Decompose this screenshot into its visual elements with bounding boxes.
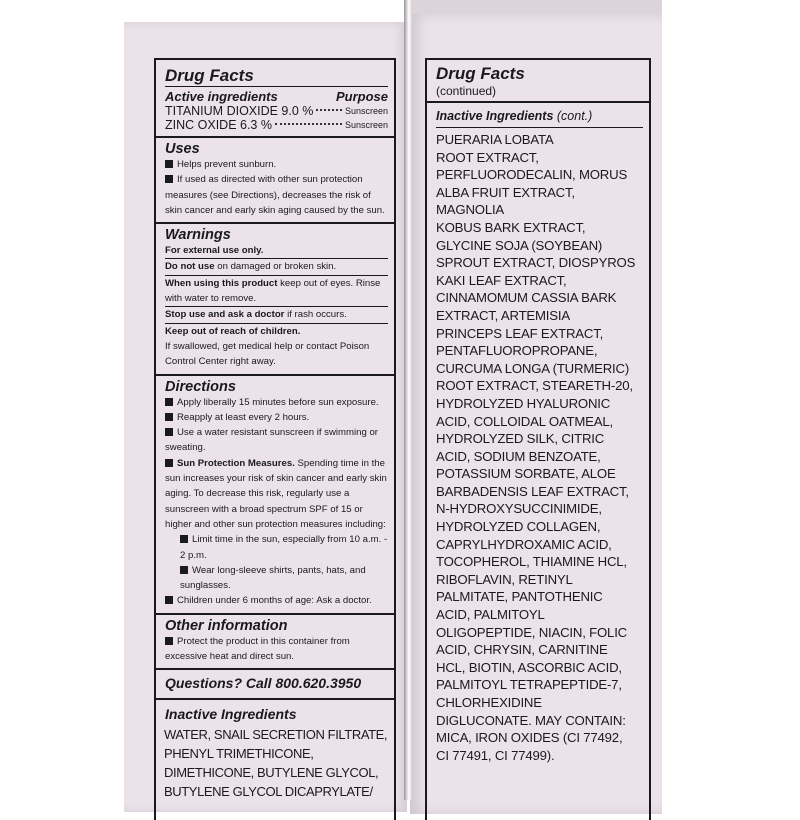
bullet-icon bbox=[165, 428, 173, 436]
sun-protection-sub-item: Limit time in the sun, especially from 10 a.m. - 2 p.m. bbox=[180, 534, 388, 561]
ingredient-line: PALMITOYL TETRAPEPTIDE-7, bbox=[436, 677, 622, 693]
drug-facts-title: Drug Facts bbox=[165, 66, 254, 85]
continued-label: (continued) bbox=[436, 84, 497, 98]
active-ingredient-purpose: Sunscreen bbox=[344, 106, 388, 116]
bullet-icon bbox=[165, 175, 173, 183]
warning-when-using: When using this product keep out of eyes. Rinse with water to remove. bbox=[165, 277, 381, 305]
bullet-icon bbox=[165, 160, 173, 168]
ingredient-line: KAKI LEAF EXTRACT, bbox=[436, 272, 567, 288]
active-ingredient-purpose: Sunscreen bbox=[344, 120, 388, 130]
active-ingredient-name: ZINC OXIDE 6.3 % bbox=[165, 118, 272, 132]
ingredient-line: PENTAFLUOROPROPANE, bbox=[436, 343, 598, 359]
ingredient-line: N-HYDROXYSUCCINIMIDE, bbox=[436, 501, 602, 517]
ingredient-line: HCL, BIOTIN, ASCORBIC ACID, bbox=[436, 659, 622, 675]
inactive-ingredients-list bbox=[156, 722, 394, 801]
ingredient-line: CURCUMA LONGA (TURMERIC) bbox=[436, 360, 630, 376]
other-information-text: Protect the product in this container from excessive heat and direct sun. bbox=[165, 635, 350, 663]
ingredient-line: HYDROLYZED SILK, CITRIC bbox=[436, 431, 605, 447]
ingredient-line: ACID, COLLOIDAL OATMEAL, bbox=[436, 413, 613, 429]
inactive-ingredients-heading: Inactive Ingredients bbox=[165, 706, 297, 723]
bullet-icon bbox=[165, 398, 173, 406]
warning-stop-use: Stop use and ask a doctor if rash occurs. bbox=[165, 309, 347, 321]
ingredient-line: ACID, PALMITOYL bbox=[436, 607, 545, 623]
bullet-icon bbox=[165, 637, 173, 645]
ingredient-line: CI 77491, CI 77499). bbox=[436, 747, 555, 763]
questions-line: Questions? Call 800.620.3950 bbox=[165, 675, 362, 692]
ingredient-line: CHLORHEXIDINE bbox=[436, 695, 542, 710]
ingredient-line: EXTRACT, ARTEMISIA bbox=[436, 307, 570, 323]
directions-item: Apply liberally 15 minutes before sun exposure. bbox=[156, 395, 394, 410]
uses-item: Helps prevent sunburn. bbox=[156, 157, 394, 172]
drug-facts-panel-left bbox=[154, 58, 396, 820]
ingredient-line: KOBUS BARK EXTRACT, bbox=[436, 219, 586, 235]
uses-heading: Uses bbox=[165, 141, 200, 157]
sun-protection-measures: Sun Protection Measures. Spending time in the sun increases your risk of skin cancer and early skin aging. To decrease this risk, regularly use a sunscreen with a broad spectrum SPF of 15 or higher and other sun protection measures including: bbox=[165, 457, 387, 530]
warning-if-swallowed: If swallowed, get medical help or contact Poison Control Center right away. bbox=[165, 340, 370, 368]
directions-item: Use a water resistant sunscreen if swimming or sweating. bbox=[165, 427, 379, 454]
drug-facts-title: Drug Facts bbox=[436, 64, 525, 83]
drug-facts-panel-right bbox=[425, 58, 651, 820]
inactive-ingredients-list bbox=[427, 128, 649, 764]
ingredient-line: ROOT EXTRACT, STEARETH-20, bbox=[436, 378, 633, 394]
directions-heading: Directions bbox=[165, 378, 236, 395]
ingredient-line: BARBADENSIS LEAF EXTRACT, bbox=[436, 483, 629, 499]
warning-do-not-use: Do not use on damaged or broken skin. bbox=[165, 261, 337, 273]
active-ingredient-row bbox=[156, 118, 394, 132]
ingredient-line: BUTYLENE GLYCOL DICAPRYLATE/ bbox=[164, 784, 373, 800]
carton-fold-edge bbox=[404, 0, 412, 800]
ingredient-line: ALBA FRUIT EXTRACT, MAGNOLIA bbox=[436, 184, 575, 218]
inactive-ingredients-heading: Inactive Ingredients (cont.) bbox=[436, 109, 593, 123]
ingredient-line: SPROUT EXTRACT, DIOSPYROS bbox=[436, 255, 636, 271]
ingredient-line: HYDROLYZED HYALURONIC bbox=[436, 395, 611, 411]
bullet-icon bbox=[165, 459, 173, 467]
other-information-heading: Other information bbox=[165, 617, 288, 634]
uses-item: If used as directed with other sun protection measures (see Directions), decreases the risk of skin cancer and early skin aging caused by the sun. bbox=[165, 174, 385, 216]
ingredient-line: ACID, CHRYSIN, CARNITINE bbox=[436, 642, 608, 658]
sun-protection-sub-item: Wear long-sleeve shirts, pants, hats, and sunglasses. bbox=[180, 564, 366, 592]
directions-item: Reapply at least every 2 hours. bbox=[156, 410, 394, 425]
purpose-heading: Purpose bbox=[335, 89, 388, 104]
bullet-icon bbox=[165, 413, 173, 421]
ingredient-line: HYDROLYZED COLLAGEN, bbox=[436, 519, 601, 535]
ingredient-line: POTASSIUM SORBATE, ALOE bbox=[436, 466, 616, 482]
ingredient-line: GLYCINE SOJA (SOYBEAN) bbox=[436, 237, 603, 253]
bullet-icon bbox=[180, 566, 188, 574]
ingredient-line: PALMITATE, PANTOTHENIC bbox=[436, 589, 603, 605]
active-ingredients-header-row bbox=[156, 87, 394, 104]
ingredient-line: RIBOFLAVIN, RETINYL bbox=[436, 571, 573, 587]
ingredient-line: CINNAMOMUM CASSIA BARK bbox=[436, 290, 617, 306]
ingredient-line: OLIGOPEPTIDE, NIACIN, FOLIC bbox=[436, 624, 627, 640]
ingredient-line: WATER, SNAIL SECRETION FILTRATE, bbox=[164, 727, 388, 743]
directions-children: Children under 6 months of age: Ask a doctor. bbox=[156, 593, 394, 608]
warning-keep-out-of-reach: Keep out of reach of children. bbox=[165, 325, 301, 337]
ingredient-line: PERFLUORODECALIN, MORUS bbox=[436, 167, 628, 183]
ingredient-line: PUERARIA LOBATA bbox=[436, 132, 554, 147]
active-ingredient-name: TITANIUM DIOXIDE 9.0 % bbox=[165, 104, 314, 118]
ingredient-line: PHENYL TRIMETHICONE, bbox=[164, 746, 314, 762]
active-ingredient-row bbox=[156, 104, 394, 118]
ingredient-line: ACID, SODIUM BENZOATE, bbox=[436, 448, 601, 464]
ingredient-line: DIGLUCONATE. MAY CONTAIN: bbox=[436, 712, 626, 728]
ingredient-line: CAPRYLHYDROXAMIC ACID, bbox=[436, 536, 612, 552]
ingredient-line: DIMETHICONE, BUTYLENE GLYCOL, bbox=[164, 765, 379, 781]
warnings-heading: Warnings bbox=[165, 227, 231, 244]
warning-external-use: For external use only. bbox=[165, 245, 264, 257]
ingredient-line: TOCOPHEROL, THIAMINE HCL, bbox=[436, 554, 627, 570]
bullet-icon bbox=[180, 535, 188, 543]
ingredient-line: ROOT EXTRACT, bbox=[436, 149, 539, 165]
active-ingredients-heading: Active ingredients bbox=[165, 89, 278, 104]
ingredient-line: PRINCEPS LEAF EXTRACT, bbox=[436, 325, 604, 341]
ingredient-line: MICA, IRON OXIDES (CI 77492, bbox=[436, 730, 623, 746]
bullet-icon bbox=[165, 596, 173, 604]
